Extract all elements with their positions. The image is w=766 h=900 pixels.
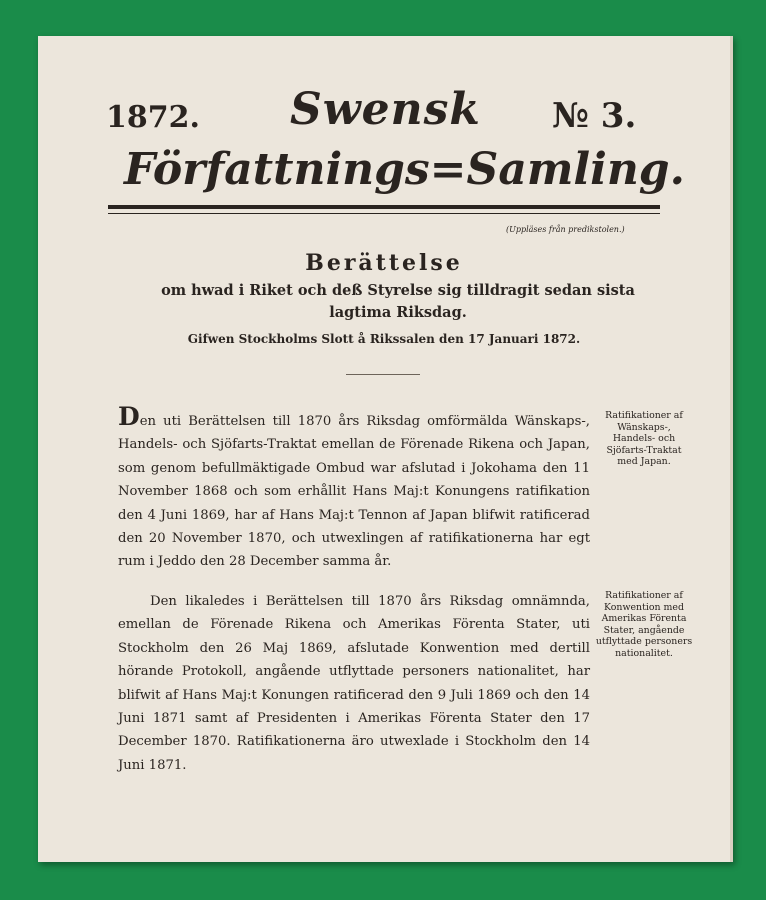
masthead-title-line2: Författnings=Samling. bbox=[124, 144, 685, 195]
issue-number: № 3. bbox=[552, 96, 637, 136]
masthead-rule-thick bbox=[108, 205, 660, 209]
margin-note-2: Ratifikationer af Konwention med Amerikas Förenta Stater, angående utflyttade personers nationalitet. bbox=[595, 590, 693, 659]
masthead-rule-thin bbox=[108, 213, 660, 214]
document-subtitle: om hwad i Riket och deß Styrelse sig tilldragit sedan sista lagtima Riksdag. bbox=[161, 282, 635, 321]
margin-note-1: Ratifikationer af Wänskaps-, Handels- och Sjöfarts-Traktat med Japan. bbox=[605, 410, 683, 467]
document-title: Berättelse bbox=[305, 250, 463, 276]
document-given-line: Gifwen Stockholms Slott å Rikssalen den 17 Januari 1872. bbox=[187, 332, 581, 346]
reading-note: (Uppläses från predikstolen.) bbox=[506, 225, 625, 234]
year-label: 1872. bbox=[106, 100, 200, 135]
masthead-title-line1: Swensk bbox=[290, 84, 481, 135]
paragraph-1 bbox=[118, 402, 590, 574]
document-page bbox=[38, 36, 733, 862]
section-divider bbox=[346, 374, 420, 375]
paragraph-2: Den likaledes i Berättelsen till 1870 års Riksdag omnämnda, emellan de Förenade Rikena och Amerikas Förenta Stater, uti Stockholm den 26 Maj 1869, afslutade Konwention med dertill hörande Protokoll, angående utflyttade personers nationalitet, har blifwit af Hans Maj:t Konungen ratificerad den 9 Juli 1869 och den 14 Juni 1871 samt af Presidenten i Amerikas Förenta Stater den 17 December 1870. Ratifikationerna äro utwexlade i Stockholm den 14 Juni 1871. bbox=[118, 594, 590, 773]
paragraph-1-text: en uti Berättelsen till 1870 års Riksdag omförmälda Wänskaps-, Handels- och Sjöfarts-Traktat emellan de Förenade Rikena och Japan, som genom befullmäktigade Ombud war afslutad i Jokohama den 11 November 1868 och som erhållit Hans Maj:t Konungens ratifikation den 4 Juni 1869, har af Hans Maj:t Tennon af Japan blifwit ratificerad den 20 November 1870, och utwexlingen af ratifikationerna har egt rum i Jeddo den 28 December samma år. bbox=[118, 414, 590, 570]
drop-cap: D bbox=[118, 402, 140, 431]
